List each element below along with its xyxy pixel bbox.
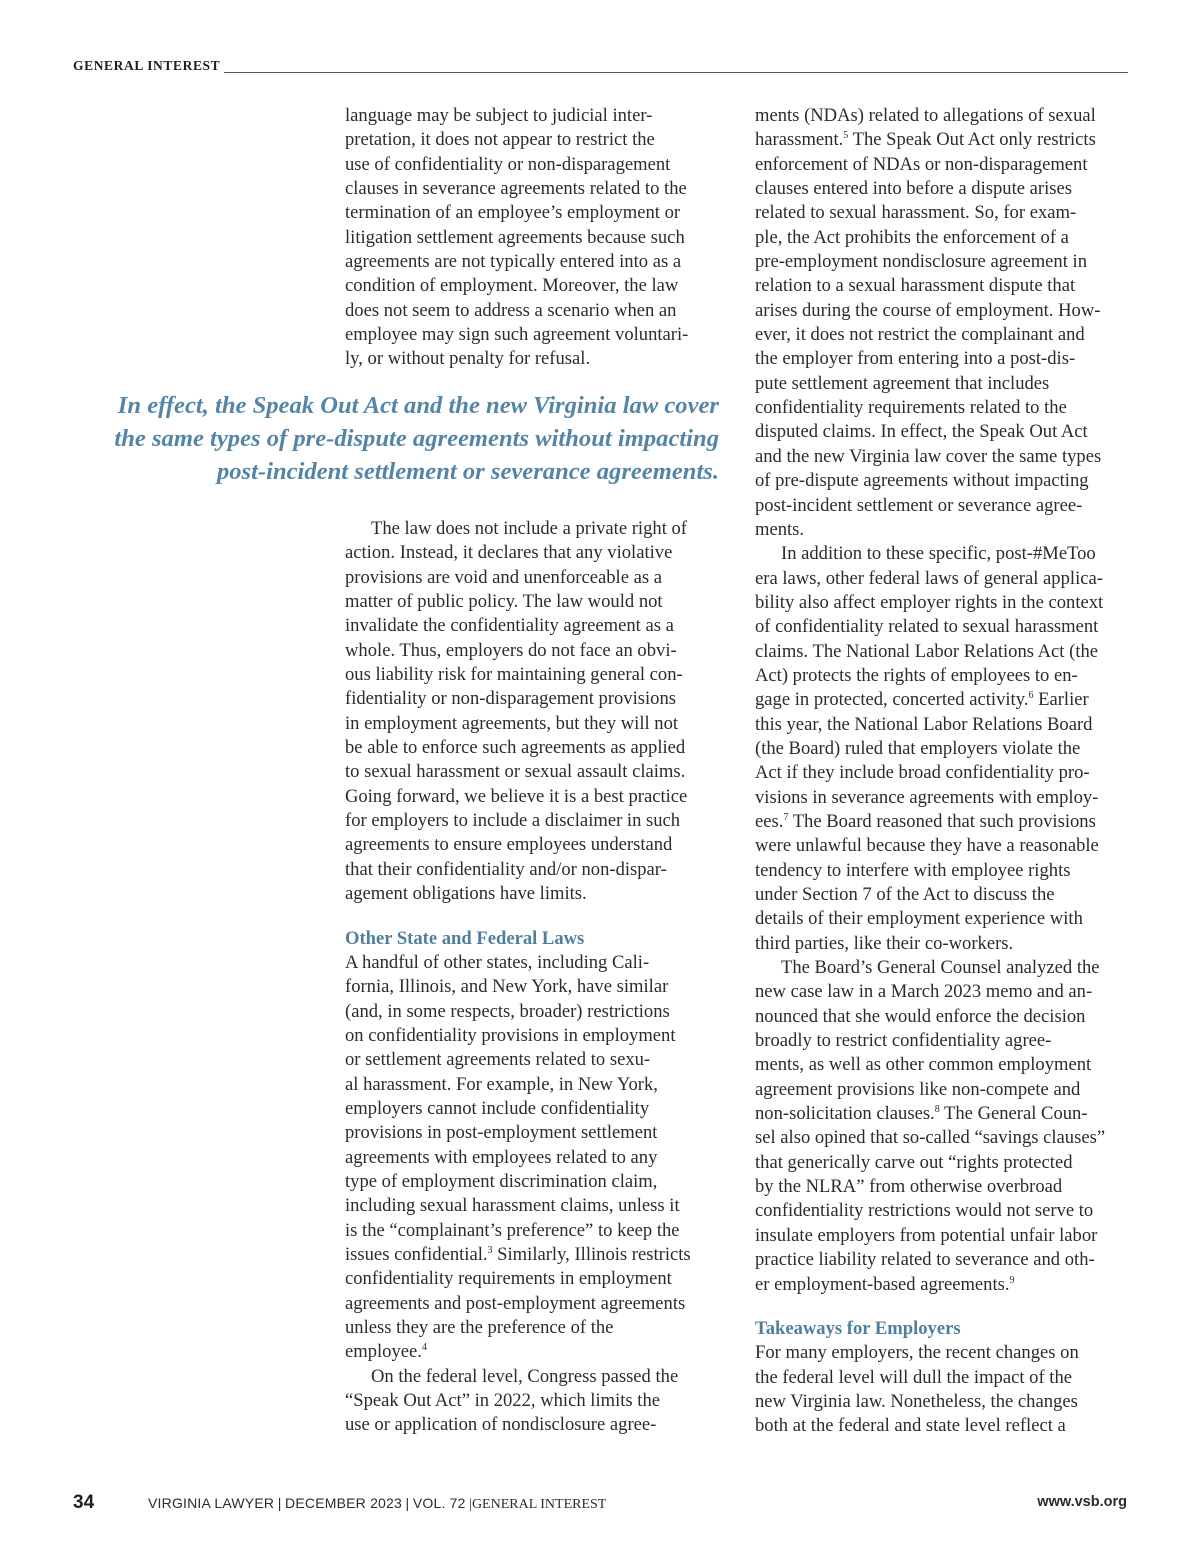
text-line: type of employment discrimination claim, xyxy=(345,1170,658,1192)
footer-volume: VOL. 72 xyxy=(412,1495,466,1511)
text-line: does not seem to address a scenario when an xyxy=(345,299,677,321)
right-paragraph-nlra xyxy=(755,542,1105,956)
text-line: The law does not include a private right of xyxy=(371,518,687,539)
footer-section: GENERAL INTEREST xyxy=(471,1497,607,1512)
text-line: disputed claims. In effect, the Speak Out Act xyxy=(755,421,1088,443)
text-line: on confidentiality provisions in employment xyxy=(345,1024,676,1046)
text-line: broadly to restrict confidentiality agree- xyxy=(755,1030,1052,1052)
text-line: the federal level will dull the impact of the xyxy=(755,1366,1073,1388)
left-column-lower xyxy=(345,517,691,1438)
text-line: “Speak Out Act” in 2022, which limits the xyxy=(345,1390,661,1412)
text-line: Act if they include broad confidentiality pro- xyxy=(755,762,1090,784)
text-line: al harassment. For example, in New York, xyxy=(345,1073,658,1095)
text-line: related to sexual harassment. So, for exam- xyxy=(755,202,1077,224)
text-line: gage in protected, concerted activity.$^6$ Earlier xyxy=(755,689,1089,711)
text-line: A handful of other states, including Cali- xyxy=(345,951,650,973)
text-line: provisions in post-employment settlement xyxy=(345,1122,658,1144)
text-line: ly, or without penalty for refusal. xyxy=(345,348,591,370)
footer-issue: DECEMBER 2023 xyxy=(285,1495,403,1511)
text-line: Act) protects the rights of employees to en- xyxy=(755,664,1078,686)
text-line: matter of public policy. The law would not xyxy=(345,591,663,613)
text-line: in employment agreements, but they will not xyxy=(345,712,679,734)
text-line: for employers to include a disclaimer in such xyxy=(345,810,681,832)
text-line: agreements to ensure employees understand xyxy=(345,834,673,856)
text-line: harassment.$^5$ The Speak Out Act only restricts xyxy=(755,129,1096,151)
text-line: In addition to these specific, post-#MeToo xyxy=(781,543,1096,565)
header-rule xyxy=(223,72,1128,73)
text-line: ever, it does not restrict the complainant and xyxy=(755,324,1085,346)
text-line: new case law in a March 2023 memo and an- xyxy=(755,981,1093,1003)
text-line: Going forward, we believe it is a best practice xyxy=(345,785,688,807)
text-line: or settlement agreements related to sexu- xyxy=(345,1049,651,1071)
text-line: issues confidential.$^3$ Similarly, Illinois restricts xyxy=(345,1243,691,1265)
text-line: ments (NDAs) related to allegations of sexual xyxy=(755,105,1096,126)
text-line: er employment-based agreements.$^9$ xyxy=(755,1273,1015,1295)
footnote-ref-7: 7 xyxy=(783,811,789,823)
text-line: invalidate the confidentiality agreement as a xyxy=(345,615,674,637)
text-line: (and, in some respects, broader) restrictions xyxy=(345,1000,670,1022)
text-line: relation to a sexual harassment dispute that xyxy=(755,275,1076,297)
footnote-ref-9: 9 xyxy=(1009,1274,1015,1286)
text-line: employee may sign such agreement voluntari- xyxy=(345,324,689,346)
text-line: The Board’s General Counsel analyzed the xyxy=(781,957,1100,979)
text-line: arises during the course of employment. How- xyxy=(755,299,1101,321)
text-line: On the federal level, Congress passed the xyxy=(371,1365,679,1387)
text-line: employee.$^4$ xyxy=(345,1341,427,1363)
text-line: use or application of nondisclosure agree- xyxy=(345,1414,657,1436)
text-line: agreements with employees related to any xyxy=(345,1146,658,1168)
left-paragraph-federal-level xyxy=(345,1365,691,1438)
text-line: language may be subject to judicial inter- xyxy=(345,105,653,126)
text-line: this year, the National Labor Relations Board xyxy=(755,713,1093,735)
text-line: In effect, the Speak Out Act and the new Virginia law cover xyxy=(117,392,719,419)
text-line: pretation, it does not appear to restrict the xyxy=(345,129,655,151)
text-line: provisions are void and unenforceable as a xyxy=(345,566,663,588)
page-number: 34 xyxy=(73,1492,95,1513)
footnote-ref-3: 3 xyxy=(487,1244,493,1256)
text-line: ments, as well as other common employment xyxy=(755,1054,1092,1076)
text-line: agreement provisions like non-compete and xyxy=(755,1078,1081,1100)
text-line: For many employers, the recent changes on xyxy=(755,1342,1079,1364)
text-line: that their confidentiality and/or non-dispar- xyxy=(345,858,667,880)
text-line: sel also opined that so-called “savings clauses” xyxy=(755,1127,1106,1149)
text-line: action. Instead, it declares that any violative xyxy=(345,542,673,564)
text-line: nounced that she would enforce the decision xyxy=(755,1005,1086,1027)
text-line: tendency to interfere with employee rights xyxy=(755,859,1071,881)
text-line: clauses entered into before a dispute arises xyxy=(755,178,1073,200)
left-intro-paragraph xyxy=(345,104,688,372)
footer-publication: VIRGINIA LAWYER xyxy=(148,1495,275,1511)
text-line: new Virginia law. Nonetheless, the changes xyxy=(755,1390,1078,1412)
right-paragraph-speak-out-act xyxy=(755,104,1105,542)
text-line: agreements and post-employment agreements xyxy=(345,1292,686,1314)
right-column xyxy=(755,104,1105,1439)
text-line: ple, the Act prohibits the enforcement of a xyxy=(755,226,1069,248)
text-line: practice liability related to severance and oth- xyxy=(755,1249,1095,1271)
footer-separator: | xyxy=(405,1495,410,1511)
footer-publication-info xyxy=(148,1495,606,1513)
heading-other-state-federal-laws: Other State and Federal Laws xyxy=(345,927,585,949)
text-line: confidentiality restrictions would not serve to xyxy=(755,1200,1094,1222)
text-line: including sexual harassment claims, unless it xyxy=(345,1195,680,1217)
right-paragraph-takeaways xyxy=(755,1341,1105,1438)
text-line: insulate employers from potential unfair labor xyxy=(755,1224,1098,1246)
text-line: ments. xyxy=(755,518,805,540)
footnote-ref-5: 5 xyxy=(843,130,849,142)
page-header xyxy=(73,58,1128,78)
left-paragraph-private-right xyxy=(345,517,691,907)
text-line: the same types of pre-dispute agreements without impacting xyxy=(114,425,719,452)
footnote-ref-8: 8 xyxy=(934,1104,940,1116)
footer-separator: | xyxy=(469,1497,472,1512)
text-line: the employer from entering into a post-dis- xyxy=(755,348,1076,370)
text-line: pre-employment nondisclosure agreement in xyxy=(755,251,1088,273)
heading-takeaways-for-employers: Takeaways for Employers xyxy=(755,1317,961,1339)
pull-quote xyxy=(30,389,719,488)
left-column xyxy=(345,104,688,372)
right-paragraph-general-counsel xyxy=(755,956,1105,1297)
text-line: confidentiality requirements in employment xyxy=(345,1268,672,1290)
text-line: use of confidentiality or non-disparagement xyxy=(345,153,671,175)
text-line: of confidentiality related to sexual harassment xyxy=(755,616,1099,638)
text-line: to sexual harassment or sexual assault claims. xyxy=(345,761,686,783)
text-line: that generically carve out “rights protected xyxy=(755,1151,1073,1173)
text-line: whole. Thus, employers do not face an obvi- xyxy=(345,639,677,661)
left-paragraph-other-states xyxy=(345,951,691,1365)
text-line: fornia, Illinois, and New York, have similar xyxy=(345,976,669,998)
text-line: clauses in severance agreements related to the xyxy=(345,178,687,200)
text-line: were unlawful because they have a reasonable xyxy=(755,835,1099,857)
text-line: termination of an employee’s employment or xyxy=(345,202,681,224)
text-line: non-solicitation clauses.$^8$ The General Coun- xyxy=(755,1103,1088,1125)
footer-separator: | xyxy=(277,1495,282,1511)
footnote-ref-4: 4 xyxy=(421,1342,427,1354)
text-line: details of their employment experience with xyxy=(755,908,1083,930)
text-line: unless they are the preference of the xyxy=(345,1317,614,1338)
text-line: (the Board) ruled that employers violate the xyxy=(755,737,1081,759)
text-line: both at the federal and state level reflect a xyxy=(755,1415,1066,1437)
text-line: ees.$^7$ The Board reasoned that such provisions xyxy=(755,810,1096,832)
text-line: employers cannot include confidentiality xyxy=(345,1097,650,1119)
text-line: is the “complainant’s preference” to keep the xyxy=(345,1219,680,1241)
text-line: litigation settlement agreements because such xyxy=(345,226,685,248)
text-line: agement obligations have limits. xyxy=(345,883,587,905)
text-line: post-incident settlement or severance agreements. xyxy=(216,458,719,485)
text-line: bility also affect employer rights in the context xyxy=(755,591,1104,613)
text-line: ous liability risk for maintaining general con- xyxy=(345,664,683,686)
text-line: visions in severance agreements with employ- xyxy=(755,786,1099,808)
text-line: and the new Virginia law cover the same types xyxy=(755,445,1102,467)
text-line: post-incident settlement or severance agree- xyxy=(755,494,1083,516)
text-line: agreements are not typically entered into as a xyxy=(345,251,682,273)
text-line: era laws, other federal laws of general applica- xyxy=(755,567,1103,589)
text-line: confidentiality requirements related to the xyxy=(755,397,1067,419)
text-line: claims. The National Labor Relations Act (the xyxy=(755,640,1099,662)
text-line: be able to enforce such agreements as applied xyxy=(345,737,686,759)
text-line: fidentiality or non-disparagement provisions xyxy=(345,688,677,710)
section-label: GENERAL INTEREST xyxy=(73,58,224,74)
text-line: enforcement of NDAs or non-disparagement xyxy=(755,153,1088,175)
text-line: condition of employment. Moreover, the law xyxy=(345,275,679,297)
text-line: pute settlement agreement that includes xyxy=(755,372,1050,394)
text-line: under Section 7 of the Act to discuss the xyxy=(755,884,1055,905)
text-line: by the NLRA” from otherwise overbroad xyxy=(755,1176,1063,1198)
text-line: of pre-dispute agreements without impacting xyxy=(755,470,1089,492)
text-line: third parties, like their co-workers. xyxy=(755,932,1014,954)
footer-url: www.vsb.org xyxy=(1037,1494,1127,1510)
footnote-ref-6: 6 xyxy=(1028,690,1034,702)
